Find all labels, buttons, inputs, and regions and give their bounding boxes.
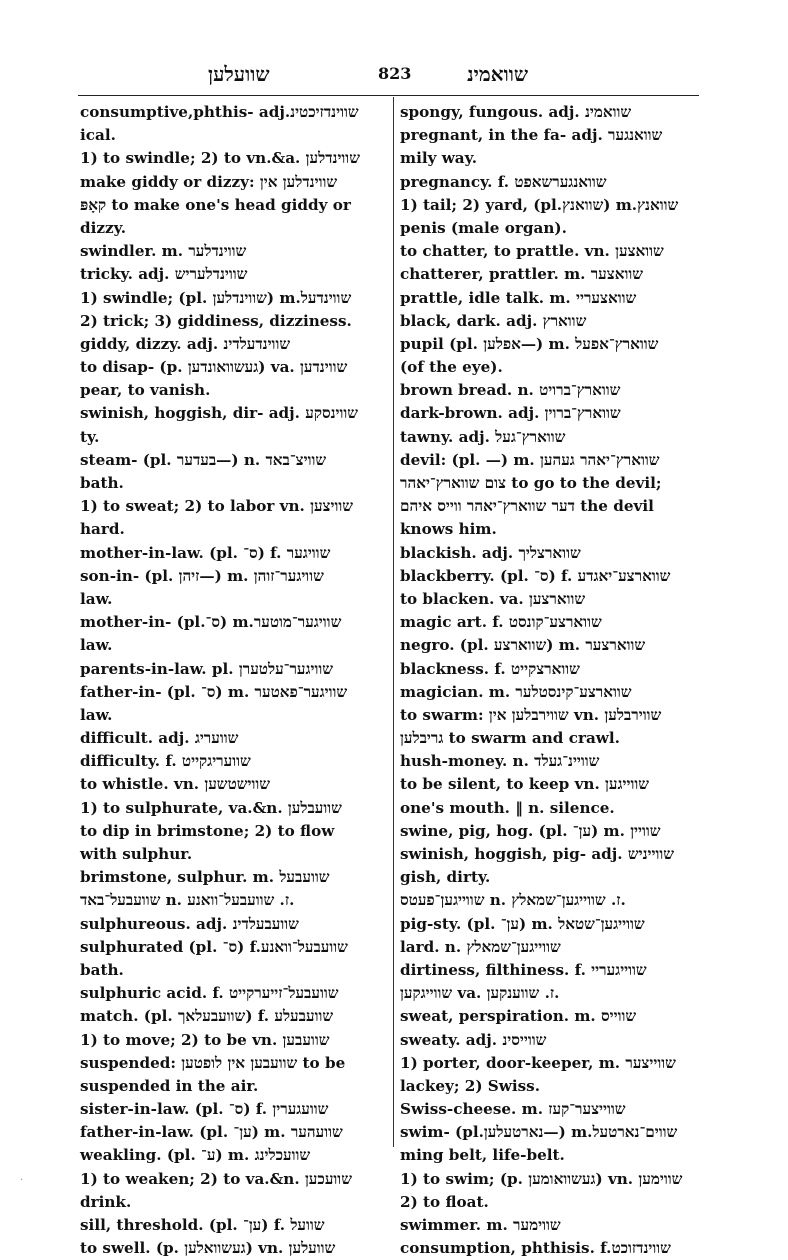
dictionary-line: 1) to swim; (p. געשוואומען) vn. שווימען (400, 1169, 683, 1188)
dictionary-line: weakling. (pl. ע־) m. שוועכלינג (80, 1146, 311, 1165)
dictionary-line: to be silent, to keep vn. שווייגען (400, 775, 649, 794)
dictionary-line: שוועבעל־באד n. ז. שוועבעל־וואנע. (80, 891, 295, 910)
dictionary-line: sulphureous. adj. שוועבעלדינ (80, 914, 299, 933)
dictionary-line: דער שווארץ־יאהר ווייס איהם the devil (400, 497, 654, 516)
dictionary-line: lard. n. שווייגען־שמאלץ (400, 937, 561, 956)
dictionary-line: 1) to sweat; 2) to labor vn. שוויצען (80, 497, 354, 516)
dictionary-line: to swell. (p. געשוואלען) vn. שוועלען (80, 1239, 336, 1258)
dictionary-line: dark-brown. adj. שווארץ־ברוין (400, 404, 621, 423)
dictionary-line: law. (80, 636, 113, 655)
dictionary-line: with sulphur. (80, 845, 193, 863)
running-header (78, 62, 698, 90)
dictionary-line: 2) trick; 3) giddiness, dizziness. (80, 311, 352, 330)
dictionary-line: swimmer. m. שווימער (400, 1216, 561, 1234)
dictionary-line: 1) to weaken; 2) to va.&n. שוועכען (80, 1169, 352, 1188)
dictionary-line: pear, to vanish. (80, 381, 211, 400)
dictionary-line: Swiss-cheese. m. שווייצער־קעז (400, 1100, 626, 1119)
dictionary-line: to swarm: שווירבלען אין vn. שווירבלען (400, 705, 662, 724)
dictionary-line: 1) to move; 2) to be vn. שוועבען (80, 1030, 330, 1049)
dictionary-line: suspended in the air. (80, 1076, 259, 1095)
dictionary-line: magician. m. שווארצע־קינסטלער (400, 682, 632, 701)
dictionary-line: ical. (80, 126, 116, 145)
dictionary-line: ty. (80, 427, 100, 446)
dictionary-line: pregnant, in the fa- adj. שוואנגער (400, 126, 663, 145)
dictionary-line: hard. (80, 520, 125, 539)
dictionary-line: parents-in-law. pl. שוויגער־עלטערן (80, 659, 334, 678)
dictionary-line: penis (male organ). (400, 218, 567, 237)
header-right-word: שוואמינ (467, 62, 528, 86)
dictionary-line: to chatter, to prattle. vn. שוואצען (400, 242, 664, 261)
dictionary-line: dirtiness, filthiness. f. שווייגעריי (400, 960, 647, 979)
dictionary-line: 2) to float. (400, 1192, 489, 1211)
dictionary-line: ming belt, life-belt. (400, 1146, 565, 1165)
dictionary-line: mother-in- (pl.ס־) m.שוויגער־מוטער (80, 613, 342, 632)
dictionary-line: צום שווארץ־יאהר to go to the devil; (400, 474, 662, 492)
dictionary-line: dizzy. (80, 218, 127, 237)
dictionary-line: consumptive,phthis- adj.שווינדזיכטינ (80, 103, 359, 121)
dictionary-line: sill, threshold. (pl. ען־) f. שוועל (80, 1216, 325, 1234)
dictionary-line: difficulty. f. שוועריגקייט (80, 752, 251, 771)
dictionary-line: knows him. (400, 520, 497, 539)
dictionary-line: bath. (80, 960, 124, 979)
dictionary-line: שווייגען־פעטס n. ז. שווייגען־שמאלץ. (400, 891, 626, 910)
column-divider (393, 97, 394, 1147)
dictionary-line: black, dark. adj. שווארץ (400, 311, 587, 330)
dictionary-line: tricky. adj. שווינדלעריש (80, 265, 248, 284)
dictionary-line: sweaty. adj. שווייסינ (400, 1030, 547, 1049)
margin-mark: · (20, 1175, 24, 1186)
dictionary-line: swinish, hoggish, dir- adj. שווינסקע (80, 404, 359, 423)
dictionary-line: steam- (pl. בעדער—) n. שוויצ־באד (80, 450, 327, 469)
dictionary-line: drink. (80, 1192, 132, 1211)
dictionary-line: lackey; 2) Swiss. (400, 1076, 541, 1095)
dictionary-line: 1) swindle; (pl. שווינדלען) m.שווינדעל (80, 288, 352, 307)
dictionary-line: 1) to swindle; 2) to vn.&a. שווינדלען (80, 149, 360, 168)
dictionary-line: mily way. (400, 149, 478, 168)
dictionary-line: make giddy or dizzy: שווינדלען אין (80, 172, 338, 191)
header-rule (78, 95, 699, 96)
dictionary-line: to dip in brimstone; 2) to flow (80, 821, 335, 840)
dictionary-line: brimstone, sulphur. m. שוועבעל (80, 868, 330, 887)
dictionary-line: blackness. f. שווארצקייט (400, 659, 580, 678)
dictionary-line: pregnancy. f. שוואנגערשאפט (400, 172, 607, 191)
dictionary-line: suspended: שוועבען אין לופטען to be (80, 1053, 346, 1072)
dictionary-line: tawny. adj. שווארץ־געל (400, 427, 566, 446)
dictionary-line: devil: (pl. —) m. שווארץ־יאהר געהען (400, 450, 660, 469)
dictionary-line: chatterer, prattler. m. שוואצער (400, 265, 644, 284)
dictionary-line: sister-in-law. (pl. ס־) f. שוועגערין (80, 1100, 329, 1119)
right-column (400, 101, 700, 1258)
dictionary-line: קאָפּ to make one's head giddy or (80, 195, 351, 214)
dictionary-line: sulphurated (pl. ס־) f.שוועבעל־וואנע (80, 937, 348, 956)
dictionary-line: difficult. adj. שוועריג (80, 729, 239, 748)
left-column (80, 101, 386, 1258)
dictionary-line: mother-in-law. (pl. ס־) f. שוויגער (80, 543, 331, 562)
dictionary-line: to disap- (p. געשוואונדען) va. שווינדען (80, 358, 348, 377)
dictionary-line: hush-money. n. שוויינ־געלד (400, 752, 600, 771)
dictionary-line: to whistle. vn. שווישטשען (80, 775, 270, 794)
dictionary-line: pupil (pl. אפלען—) m. שווארץ־אפעל (400, 334, 659, 353)
dictionary-line: blackish. adj. שווארצליך (400, 543, 581, 562)
dictionary-line: swindler. m. שווינדלער (80, 242, 247, 261)
dictionary-line: brown bread. n. שווארץ־ברויט (400, 381, 621, 400)
dictionary-line: prattle, idle talk. m. שוואצעריי (400, 288, 637, 307)
dictionary-line: negro. (pl. שווארצע) m. שווארצער (400, 636, 646, 655)
dictionary-line: bath. (80, 474, 124, 492)
dictionary-line: 1) to sulphurate, va.&n. שוועבלען (80, 798, 342, 817)
dictionary-line: pig-sty. (pl. ען־) m. שווייגען־שטאל (400, 914, 645, 933)
dictionary-line: swim- (pl.נארטעלען—) m.שווים־נארטעל (400, 1123, 678, 1142)
dictionary-line: one's mouth. ‖ n. silence. (400, 798, 615, 817)
dictionary-line: giddy, dizzy. adj. שווינדעלדינ (80, 334, 291, 353)
dictionary-line: magic art. f. שווארצע־קונסט (400, 613, 602, 632)
dictionary-line: father-in-law. (pl. ען־) m. שוועהער (80, 1123, 343, 1142)
dictionary-line: to blacken. va. שווארצען (400, 589, 586, 608)
dictionary-line: 1) tail; 2) yard, (pl.שוואנץ) m.שוואנץ (400, 195, 679, 214)
dictionary-line: law. (80, 705, 113, 724)
dictionary-line: sweat, perspiration. m. שווייס (400, 1007, 637, 1026)
dictionary-line: law. (80, 589, 113, 608)
dictionary-line: 1) porter, door-keeper, m. שווייצער (400, 1053, 676, 1072)
dictionary-line: שווייגקען va. ז. שווענקען. (400, 984, 560, 1003)
dictionary-line: match. (pl. שוועבעלאך) f. שוועבעלע (80, 1007, 334, 1026)
dictionary-line: consumption, phthisis. f.שווינדזוכט (400, 1239, 671, 1258)
dictionary-line: גריבלען to swarm and crawl. (400, 729, 620, 748)
dictionary-line: son-in- (pl. זיהן—) m. שוויגער־זוהן (80, 566, 324, 585)
dictionary-line: father-in- (pl. ס־) m. שוויגער־פאטער (80, 682, 348, 701)
dictionary-line: swine, pig, hog. (pl. ען־) m. שוויין (400, 821, 661, 840)
dictionary-line: spongy, fungous. adj. שוואמינ (400, 103, 632, 121)
page-number: 823 (378, 64, 412, 83)
dictionary-line: sulphuric acid. f. שוועבעל־זייערקייט (80, 984, 339, 1003)
dictionary-line: (of the eye). (400, 358, 503, 377)
dictionary-line: swinish, hoggish, pig- adj. שווייניש (400, 845, 675, 863)
dictionary-line: gish, dirty. (400, 868, 491, 887)
dictionary-line: blackberry. (pl. ס־) f. שווארצע־יאגדע (400, 566, 671, 585)
header-left-word: שוועלען (208, 62, 270, 86)
